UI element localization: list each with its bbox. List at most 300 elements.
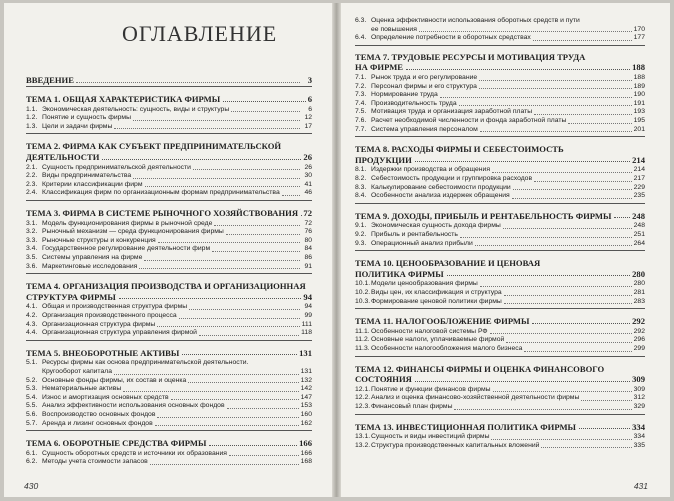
leader-dots <box>179 318 300 319</box>
chapter-title-line <box>26 348 312 359</box>
toc-item[interactable] <box>355 126 645 135</box>
separator-line <box>355 45 645 46</box>
toc-item-page: 248 <box>633 222 645 230</box>
leader-dots <box>533 40 632 41</box>
toc-item-page: 160 <box>300 411 312 418</box>
book-gutter <box>332 3 341 497</box>
toc-item-number: 8.3. <box>355 183 367 191</box>
chapter-page: 292 <box>632 316 645 327</box>
leader-dots <box>475 245 632 246</box>
toc-item[interactable] <box>26 245 312 254</box>
toc-item-page: 281 <box>633 289 645 296</box>
toc-item-page: 153 <box>300 402 312 410</box>
toc-item-page: 283 <box>633 297 645 305</box>
toc-item-title: Операционный анализ прибыли <box>371 239 473 247</box>
leader-dots <box>419 31 632 32</box>
toc-chapter[interactable] <box>26 208 312 219</box>
toc-item-page: 334 <box>633 433 645 441</box>
leader-dots <box>534 114 632 115</box>
toc-chapter[interactable] <box>355 364 645 385</box>
chapter-title-text: ТЕМА 9. ДОХОДЫ, ПРИБЫЛЬ И РЕНТАБЕЛЬНОСТЬ ФИРМЫ <box>355 210 612 221</box>
toc-item-number: 6.3. <box>355 17 367 24</box>
toc-item-number: 13.2. <box>355 441 371 449</box>
toc-item-title: Структура производственных капитальных вложений <box>371 441 540 449</box>
toc-item-number: 3.1. <box>26 219 38 227</box>
chapter-title-text: ТЕМА 1. ОБЩАЯ ХАРАКТЕРИСТИКА ФИРМЫ <box>26 94 221 104</box>
toc-item-page: 229 <box>633 183 645 191</box>
toc-item[interactable] <box>355 83 645 92</box>
leader-dots <box>199 335 299 336</box>
leader-dots <box>155 425 299 426</box>
toc-item-number: 5.2. <box>26 376 38 384</box>
left-page <box>4 3 333 497</box>
toc-item[interactable] <box>355 117 645 126</box>
toc-item[interactable] <box>26 411 312 420</box>
toc-item[interactable] <box>26 237 312 246</box>
toc-item-title: Износ и амортизация основных средств <box>42 393 169 401</box>
toc-item[interactable] <box>26 377 312 386</box>
chapter-title-line <box>26 152 312 163</box>
toc-item-title: Особенности анализа издержек обращения <box>371 192 510 200</box>
toc-item-title: Рыночный механизм — среда функционирования фирмы <box>42 228 224 236</box>
toc-item[interactable] <box>26 329 312 338</box>
chapter-title-line <box>355 155 645 166</box>
toc-item-number: 3.5. <box>26 254 38 261</box>
toc-item[interactable] <box>355 231 645 240</box>
leader-dots <box>231 111 300 112</box>
toc-item[interactable] <box>26 172 312 181</box>
leader-dots <box>76 82 300 83</box>
chapter-page: 334 <box>632 421 645 432</box>
toc-item-page: 80 <box>304 236 312 244</box>
toc-item[interactable] <box>355 433 645 442</box>
toc-item[interactable] <box>26 263 312 272</box>
leader-dots <box>504 303 632 304</box>
separator-line <box>26 273 312 274</box>
toc-item-number: 9.1. <box>355 222 367 230</box>
toc-item[interactable] <box>26 450 312 459</box>
chapter-title-line: ТЕМА 4. ОРГАНИЗАЦИЯ ПРОИЗВОДСТВА И ОРГАНИЗАЦИОННАЯ <box>26 281 306 292</box>
right-page <box>341 3 670 497</box>
toc-item[interactable] <box>26 368 312 377</box>
leader-dots <box>579 428 630 429</box>
chapter-title-line <box>355 269 645 280</box>
toc-item-number: 5.1. <box>26 359 38 367</box>
leader-dots <box>415 381 630 382</box>
toc-item-number: 4.1. <box>26 303 38 311</box>
toc-item-number: 3.3. <box>26 236 38 244</box>
leader-dots <box>133 120 300 121</box>
toc-item-title: Ресурсы фирмы как основа предпринимательской деятельности. <box>42 359 249 367</box>
toc-item-title: Кругооборот капитала <box>42 368 112 375</box>
toc-item[interactable] <box>26 123 312 132</box>
toc-item-page: 46 <box>304 189 312 197</box>
toc-chapter[interactable] <box>355 258 645 279</box>
separator-line <box>355 308 645 309</box>
toc-item-title: Мотивация труда и организация заработной платы <box>371 108 533 116</box>
toc-item[interactable] <box>26 189 312 198</box>
toc-item-page: 335 <box>633 441 645 449</box>
toc-item[interactable] <box>26 164 312 173</box>
toc-item[interactable] <box>26 321 312 330</box>
toc-item-number: 2.2. <box>26 172 38 180</box>
toc-item-page: 131 <box>300 368 312 375</box>
separator-line <box>26 200 312 201</box>
leader-dots <box>133 178 300 179</box>
leader-dots <box>158 242 300 243</box>
chapter-page: 94 <box>303 291 312 302</box>
chapter-page: 6 <box>307 94 312 104</box>
leader-dots <box>480 286 632 287</box>
toc-item[interactable] <box>26 303 312 312</box>
toc-item-page: 296 <box>633 336 645 344</box>
chapter-title-text: СТРУКТУРА ФИРМЫ <box>26 291 116 302</box>
toc-item-page: 235 <box>633 192 645 200</box>
toc-item-title: Себестоимость продукции и группировка расходов <box>371 175 533 182</box>
toc-item-page: 26 <box>304 163 312 171</box>
toc-item-page: 214 <box>633 166 645 174</box>
toc-item-page: 12 <box>304 114 312 122</box>
leader-dots <box>504 295 632 296</box>
chapter-title-text: ТЕМА 6. ОБОРОТНЫЕ СРЕДСТВА ФИРМЫ <box>26 438 207 449</box>
leader-dots <box>114 128 300 129</box>
leader-dots <box>223 101 306 102</box>
toc-item-title: Финансовый план фирмы <box>371 403 453 410</box>
leader-dots <box>447 275 630 276</box>
chapter-page: 248 <box>632 210 645 221</box>
leader-dots <box>171 399 299 400</box>
chapter-title-line: ТЕМА 10. ЦЕНООБРАЗОВАНИЕ И ЦЕНОВАЯ <box>355 258 541 269</box>
toc-item-title: Сущность и виды инвестиций фирмы <box>371 433 490 441</box>
toc-item-page: 217 <box>633 175 645 182</box>
leader-dots <box>541 447 631 448</box>
chapter-page: 166 <box>299 438 312 449</box>
toc-item-number: 13.1. <box>355 433 371 441</box>
toc-item[interactable] <box>355 26 645 35</box>
toc-item-title: Модели ценообразования фирмы <box>371 280 478 288</box>
toc-item-number: 7.3. <box>355 91 367 99</box>
leader-dots <box>479 88 632 89</box>
toc-item-page: 168 <box>300 458 312 466</box>
leader-dots <box>189 309 300 310</box>
toc-item-number: 11.3. <box>355 345 370 352</box>
toc-item-number: 11.1. <box>355 327 370 335</box>
toc-item-number: 2.3. <box>26 180 38 188</box>
chapter-title-text: ПРОДУКЦИИ <box>355 154 412 165</box>
toc-item[interactable] <box>355 108 645 117</box>
toc-item-page: 309 <box>633 385 645 393</box>
leader-dots <box>226 234 300 235</box>
toc-item-page: 190 <box>633 91 645 99</box>
toc-item-number: 6.4. <box>355 34 367 42</box>
toc-item-number: 10.2. <box>355 289 371 296</box>
chapter-title-line: ТЕМА 12. ФИНАНСЫ ФИРМЫ И ОЦЕНКА ФИНАНСОВОГО <box>355 363 605 374</box>
chapter-page: 72 <box>303 208 312 218</box>
leader-dots <box>144 260 300 261</box>
leader-dots <box>614 217 630 218</box>
toc-item-title: Понятие и сущность фирмы <box>42 114 131 122</box>
toc-item-title: Критерии классификации фирм <box>42 180 143 188</box>
chapter-page: 309 <box>632 374 645 385</box>
separator-line <box>355 136 645 137</box>
toc-item-page: 17 <box>304 122 312 130</box>
toc-item-title: Организация производственного процесса <box>42 312 177 319</box>
leader-dots <box>534 181 632 182</box>
chapter-title-line: ТЕМА 2. ФИРМА КАК СУБЪЕКТ ПРЕДПРИНИМАТЕЛЬСКОЙ <box>26 141 282 152</box>
leader-dots <box>150 464 299 465</box>
chapter-title-line <box>26 292 312 303</box>
toc-item-page: 280 <box>633 280 645 288</box>
toc-item-title: Модель функционирования фирмы в рыночной среде <box>42 219 213 227</box>
toc-item-title: Нормирование труда <box>371 91 438 99</box>
leader-dots <box>212 251 300 252</box>
chapter-title-text: ТЕМА 11. НАЛОГООБЛОЖЕНИЕ ФИРМЫ <box>355 316 530 327</box>
toc-item[interactable] <box>26 359 312 368</box>
separator-line <box>26 133 312 134</box>
toc-item-title: Организационная структура фирмы <box>42 320 156 328</box>
toc-item-number: 9.3. <box>355 239 367 247</box>
toc-item[interactable] <box>26 458 312 467</box>
toc-item-page: 86 <box>304 254 312 261</box>
toc-item[interactable] <box>355 345 645 354</box>
chapter-title-line <box>26 438 312 449</box>
leader-dots <box>139 268 300 269</box>
toc-item-title: Определение потребности в оборотных средствах <box>371 34 531 42</box>
chapter-title-text: ТЕМА 3. ФИРМА В СИСТЕМЕ РЫНОЧНОГО ХОЗЯЙСТВОВАНИЯ <box>26 208 299 218</box>
leader-dots <box>479 80 631 81</box>
separator-line <box>355 203 645 204</box>
toc-item-page: 188 <box>633 74 645 81</box>
toc-item-number: 2.1. <box>26 163 38 171</box>
leader-dots <box>460 237 632 238</box>
toc-item[interactable] <box>355 17 645 26</box>
toc-item[interactable] <box>355 403 645 412</box>
page-title: ОГЛАВЛЕНИЕ <box>122 21 278 46</box>
leader-dots <box>114 374 299 375</box>
page-number-left: 430 <box>24 481 39 491</box>
leader-dots <box>157 417 298 418</box>
toc-item-number: 7.2. <box>355 82 367 90</box>
leader-dots <box>227 408 299 409</box>
toc-chapter[interactable] <box>355 144 645 165</box>
toc-item-title: Система управления персоналом <box>371 125 478 133</box>
toc-item-title: Особенности налогообложения малого бизнеса <box>371 345 523 352</box>
chapter-title-line <box>355 316 645 327</box>
leader-dots <box>282 195 300 196</box>
toc-item-title: Понятие и функции финансов фирмы <box>371 385 491 393</box>
toc-item-title: Воспроизводство основных фондов <box>42 411 156 418</box>
toc-item-title: Анализ и оценка финансово-хозяйственной деятельности фирмы <box>371 394 580 402</box>
toc-item[interactable] <box>355 74 645 83</box>
chapter-page: 280 <box>632 268 645 279</box>
leader-dots <box>406 69 630 70</box>
toc-item-page: 30 <box>304 172 312 180</box>
toc-item-title: Экономическая деятельность: сущность, виды и структуры <box>42 105 230 113</box>
toc-item-number: 12.2. <box>355 394 371 402</box>
toc-item-page: 118 <box>301 329 312 337</box>
intro-page: 3 <box>307 75 312 85</box>
toc-item-number: 3.6. <box>26 262 38 270</box>
toc-chapter[interactable] <box>26 281 312 302</box>
leader-dots <box>214 225 300 226</box>
chapter-page: 214 <box>632 154 645 165</box>
toc-item-number: 1.3. <box>26 122 38 130</box>
separator-line <box>355 414 645 415</box>
toc-item-page: 142 <box>300 385 312 393</box>
separator-line <box>26 340 312 341</box>
toc-chapter[interactable] <box>355 422 645 433</box>
toc-item-title: Виды предпринимательства <box>42 172 132 180</box>
separator-line <box>26 86 312 87</box>
toc-item[interactable] <box>26 254 312 263</box>
toc-item-page: 191 <box>633 99 645 107</box>
toc-item-number: 5.5. <box>26 402 38 410</box>
toc-item-title: Сущность предпринимательской деятельности <box>42 163 191 171</box>
leader-dots <box>454 409 631 410</box>
toc-item[interactable] <box>26 312 312 321</box>
leader-dots <box>145 186 300 187</box>
toc-item[interactable] <box>26 228 312 237</box>
toc-item-title: Прибыль и рентабельность <box>371 231 458 238</box>
toc-item[interactable] <box>355 298 645 307</box>
toc-item-number: 6.1. <box>26 449 38 457</box>
toc-item-title: Расчет необходимой численности и фонда заработной платы <box>371 117 567 124</box>
toc-item-number: 8.1. <box>355 166 367 174</box>
toc-item-number: 5.3. <box>26 385 38 393</box>
toc-item-title: Сущность оборотных средств и источники их образования <box>42 449 227 457</box>
toc-item-number: 6.2. <box>26 458 38 466</box>
toc-item[interactable] <box>355 222 645 231</box>
chapter-title-line <box>26 208 312 219</box>
leader-dots <box>568 123 631 124</box>
leader-dots <box>532 323 630 324</box>
toc-item[interactable] <box>26 106 312 115</box>
toc-item[interactable] <box>355 394 645 403</box>
toc-item-title: Производительность труда <box>371 99 457 107</box>
toc-item[interactable] <box>26 181 312 190</box>
toc-item-number: 3.4. <box>26 245 38 253</box>
toc-item-number: 5.6. <box>26 411 38 418</box>
toc-item[interactable] <box>355 91 645 100</box>
toc-item-title: Виды цен, их классификация и структура <box>371 289 502 296</box>
toc-item-title: Оценка эффективности использования оборотных средств и пути <box>371 17 580 24</box>
toc-item-title: Общая и производственная структура фирмы <box>42 303 188 311</box>
toc-item-page: 6 <box>308 105 312 113</box>
chapter-title-line <box>26 94 312 105</box>
toc-item-page: 264 <box>633 239 645 247</box>
toc-chapter[interactable] <box>26 348 312 359</box>
toc-item-number: 3.2. <box>26 228 38 236</box>
leader-dots <box>229 455 299 456</box>
toc-item-number: 4.2. <box>26 312 38 319</box>
toc-item-page: 251 <box>633 231 645 238</box>
toc-item-page: 299 <box>633 345 645 352</box>
leader-dots <box>182 354 297 355</box>
toc-item-page: 72 <box>304 219 312 227</box>
toc-item-title: Нематериальные активы <box>42 385 122 393</box>
toc-item-title: ее повышения <box>371 25 417 33</box>
toc-item-page: 189 <box>633 82 645 90</box>
chapter-title-text: СОСТОЯНИЯ <box>355 374 412 385</box>
leader-dots <box>102 159 301 160</box>
leader-dots <box>157 326 299 327</box>
chapter-title-text: НА ФИРМЕ <box>355 62 404 73</box>
toc-item-page: 147 <box>300 393 312 401</box>
toc-item[interactable] <box>355 336 645 345</box>
toc-item-title: Организационная структура управления фирмой <box>42 329 197 337</box>
chapter-title-line: ТЕМА 7. ТРУДОВЫЕ РЕСУРСЫ И МОТИВАЦИЯ ТРУДА <box>355 51 586 62</box>
toc-item-page: 177 <box>633 34 645 42</box>
toc-item-number: 5.7. <box>26 419 38 427</box>
toc-item[interactable] <box>355 280 645 289</box>
toc-item-number: 1.1. <box>26 105 38 113</box>
toc-intro[interactable] <box>26 75 312 85</box>
toc-item-number: 7.1. <box>355 74 367 81</box>
toc-chapter[interactable] <box>355 211 645 222</box>
leader-dots <box>188 382 298 383</box>
toc-item-title: Персонал фирмы и его структура <box>371 82 477 90</box>
separator-line <box>355 250 645 251</box>
chapter-page: 26 <box>303 151 312 162</box>
toc-item[interactable] <box>355 442 645 451</box>
toc-item-number: 12.1. <box>355 385 371 393</box>
toc-item-title: Особенности налоговой системы РФ <box>371 327 488 335</box>
toc-chapter[interactable] <box>355 52 645 73</box>
toc-item-title: Анализ эффективности использования основных фондов <box>42 402 225 410</box>
toc-item[interactable] <box>355 34 645 43</box>
toc-item[interactable] <box>26 220 312 229</box>
toc-chapter[interactable] <box>26 438 312 449</box>
toc-item[interactable] <box>355 166 645 175</box>
toc-item-page: 94 <box>304 303 312 311</box>
toc-item[interactable] <box>355 175 645 184</box>
leader-dots <box>506 342 631 343</box>
toc-item-number: 10.1. <box>355 280 371 288</box>
toc-item[interactable] <box>26 385 312 394</box>
toc-item-page: 195 <box>633 117 645 124</box>
toc-item-page: 41 <box>304 180 312 188</box>
toc-item-page: 170 <box>633 25 645 33</box>
toc-item-page: 111 <box>301 320 312 328</box>
toc-item-title: Цели и задачи фирмы <box>42 122 113 130</box>
toc-item[interactable] <box>26 402 312 411</box>
toc-item-number: 4.3. <box>26 320 38 328</box>
separator-line <box>355 356 645 357</box>
toc-item[interactable] <box>355 184 645 193</box>
chapter-page: 131 <box>299 347 312 358</box>
toc-chapter[interactable] <box>26 141 312 162</box>
toc-item[interactable] <box>355 192 645 201</box>
toc-item-number: 2.4. <box>26 189 38 197</box>
toc-item-page: 132 <box>300 376 312 384</box>
toc-item[interactable] <box>355 289 645 298</box>
toc-item-page: 162 <box>300 419 312 427</box>
toc-item[interactable] <box>26 394 312 403</box>
leader-dots <box>480 131 632 132</box>
chapter-page: 188 <box>632 62 645 73</box>
toc-item[interactable] <box>26 420 312 429</box>
toc-item-title: Издержки производства и обращения <box>371 166 491 174</box>
chapter-title-line <box>355 422 645 433</box>
chapter-title-line: ТЕМА 8. РАСХОДЫ ФИРМЫ И СЕБЕСТОИМОСТЬ <box>355 144 564 155</box>
toc-chapter[interactable] <box>26 94 312 105</box>
leader-dots <box>415 161 630 162</box>
toc-item-page: 329 <box>633 403 645 410</box>
toc-item[interactable] <box>26 114 312 123</box>
toc-chapter[interactable] <box>355 316 645 327</box>
toc-item[interactable] <box>355 240 645 249</box>
leader-dots <box>492 172 632 173</box>
